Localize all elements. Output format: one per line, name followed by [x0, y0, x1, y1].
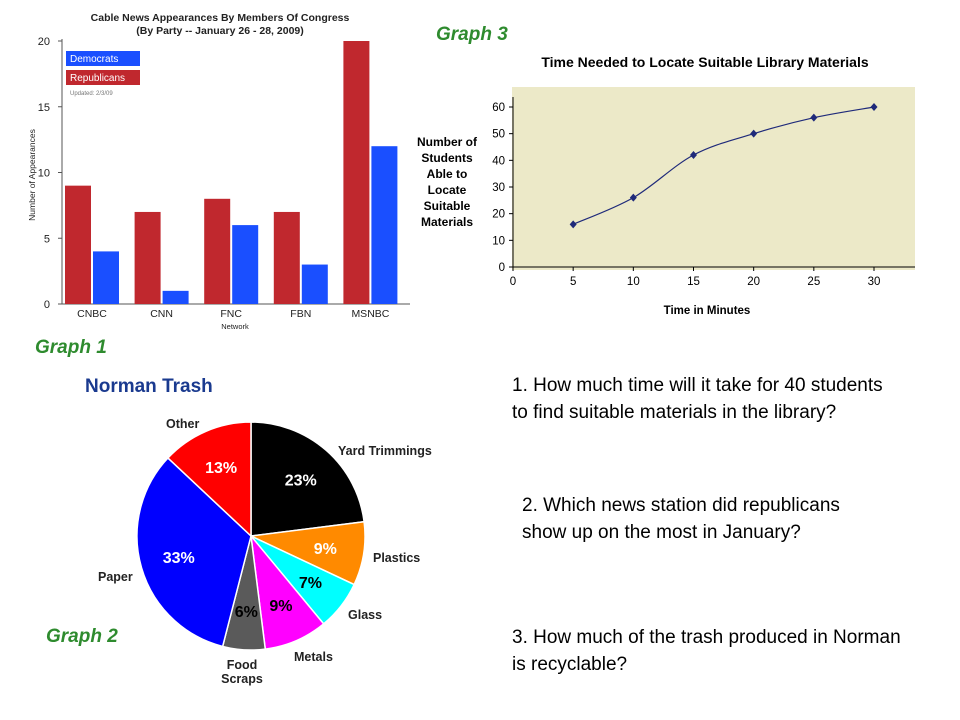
pie-percent-label-glass: 7%	[298, 575, 323, 593]
library-time-line-chart	[405, 40, 960, 330]
bar-chart-legend	[66, 51, 140, 97]
line-chart-xlabel: Time in Minutes	[663, 305, 751, 317]
line-chart-x-tick-label: 0	[509, 276, 517, 288]
bar-chart-y-tick-label: 10	[37, 167, 50, 180]
bar-republicans-fnc	[204, 199, 230, 304]
line-chart-y-tick-label: 50	[492, 128, 505, 141]
bar-chart-y-tick-label: 5	[43, 233, 50, 246]
bar-chart-x-tick-label: CNBC	[77, 308, 107, 320]
bar-democrats-msnbc	[371, 146, 397, 304]
line-chart-title: Time Needed to Locate Suitable Library Materials	[541, 54, 869, 70]
legend-label-democrats: Democrats	[70, 54, 119, 65]
line-chart-plot-area	[512, 87, 915, 270]
line-chart-x-tick-label: 30	[867, 276, 881, 288]
graph2-label: Graph 2	[46, 626, 118, 647]
line-chart-y-tick-label: 30	[492, 182, 505, 194]
bar-chart-y-tick-label: 0	[43, 299, 50, 311]
bar-chart-y-tick-label: 20	[37, 36, 50, 48]
line-chart-x-tick-label: 20	[747, 276, 761, 288]
line-chart-y-tick-label: 60	[492, 102, 505, 114]
bar-chart-x-tick-label: FBN	[290, 308, 312, 320]
graph1-label: Graph 1	[35, 337, 107, 358]
bar-chart-x-tick-label: FNC	[220, 308, 242, 320]
line-chart-y-tick-label: 40	[492, 155, 505, 168]
bar-democrats-fnc	[232, 225, 258, 304]
bar-republicans-fbn	[274, 212, 300, 304]
pie-category-label-metals: Metals	[294, 650, 333, 664]
pie-percent-label-yard-trimmings: 23%	[284, 472, 317, 490]
line-chart-x-tick-label: 5	[569, 276, 577, 288]
legend-label-republicans: Republicans	[70, 73, 126, 84]
pie-category-label-glass: Glass	[348, 608, 383, 622]
question-2: 2. Which news station did republicans show up on the most in January?	[522, 495, 840, 543]
pie-percent-label-metals: 9%	[269, 598, 293, 616]
line-chart-x-tick-label: 25	[807, 276, 821, 288]
pie-category-label-paper: Paper	[98, 570, 133, 584]
legend-updated-note: Updated: 2/3/09	[70, 91, 113, 97]
bar-chart-x-tick-label: MSNBC	[351, 308, 390, 320]
congress-appearances-bar-chart	[0, 0, 430, 340]
bar-democrats-cnbc	[93, 251, 119, 304]
pie-percent-label-other: 13%	[205, 459, 238, 477]
bar-republicans-cnn	[135, 212, 161, 304]
pie-percent-label-food-scraps: 6%	[234, 604, 258, 622]
bar-republicans-cnbc	[65, 186, 91, 304]
bar-chart-title: Cable News Appearances By Members Of Congress	[90, 12, 350, 24]
bar-republicans-msnbc	[343, 41, 369, 304]
bar-chart-subtitle: (By Party -- January 26 - 28, 2009)	[136, 25, 304, 37]
pie-category-label-food-scraps: Food Scraps	[221, 658, 263, 686]
bar-democrats-fbn	[302, 265, 328, 304]
line-chart-y-tick-label: 10	[492, 235, 505, 248]
pie-chart-title: Norman Trash	[85, 376, 213, 397]
pie-percent-label-paper: 33%	[162, 549, 195, 567]
question-1: 1. How much time will it take for 40 students to find suitable materials in the library?	[512, 375, 883, 423]
norman-trash-pie-chart	[60, 365, 480, 700]
question-3: 3. How much of the trash produced in Norman is recyclable?	[512, 627, 901, 675]
line-chart-y-tick-label: 0	[498, 262, 505, 274]
pie-category-label-plastics: Plastics	[373, 551, 421, 565]
line-chart-x-tick-label: 10	[626, 276, 640, 288]
line-chart-x-tick-label: 15	[687, 276, 700, 288]
pie-category-label-yard-trimmings: Yard Trimmings	[338, 444, 432, 458]
bar-chart-y-tick-label: 15	[37, 101, 50, 114]
line-chart-y-tick-label: 20	[492, 208, 505, 221]
bar-chart-ylabel: Number of Appearances	[27, 129, 37, 221]
line-chart-ylabel: Number of Students Able to Locate Suitable Materials	[417, 135, 477, 229]
pie-category-label-other: Other	[166, 417, 200, 431]
pie-percent-label-plastics: 9%	[313, 540, 337, 558]
bar-chart-xlabel: Network	[221, 322, 249, 331]
graph3-label: Graph 3	[436, 24, 508, 45]
bar-chart-x-tick-label: CNN	[150, 308, 173, 320]
bar-democrats-cnn	[163, 291, 189, 304]
